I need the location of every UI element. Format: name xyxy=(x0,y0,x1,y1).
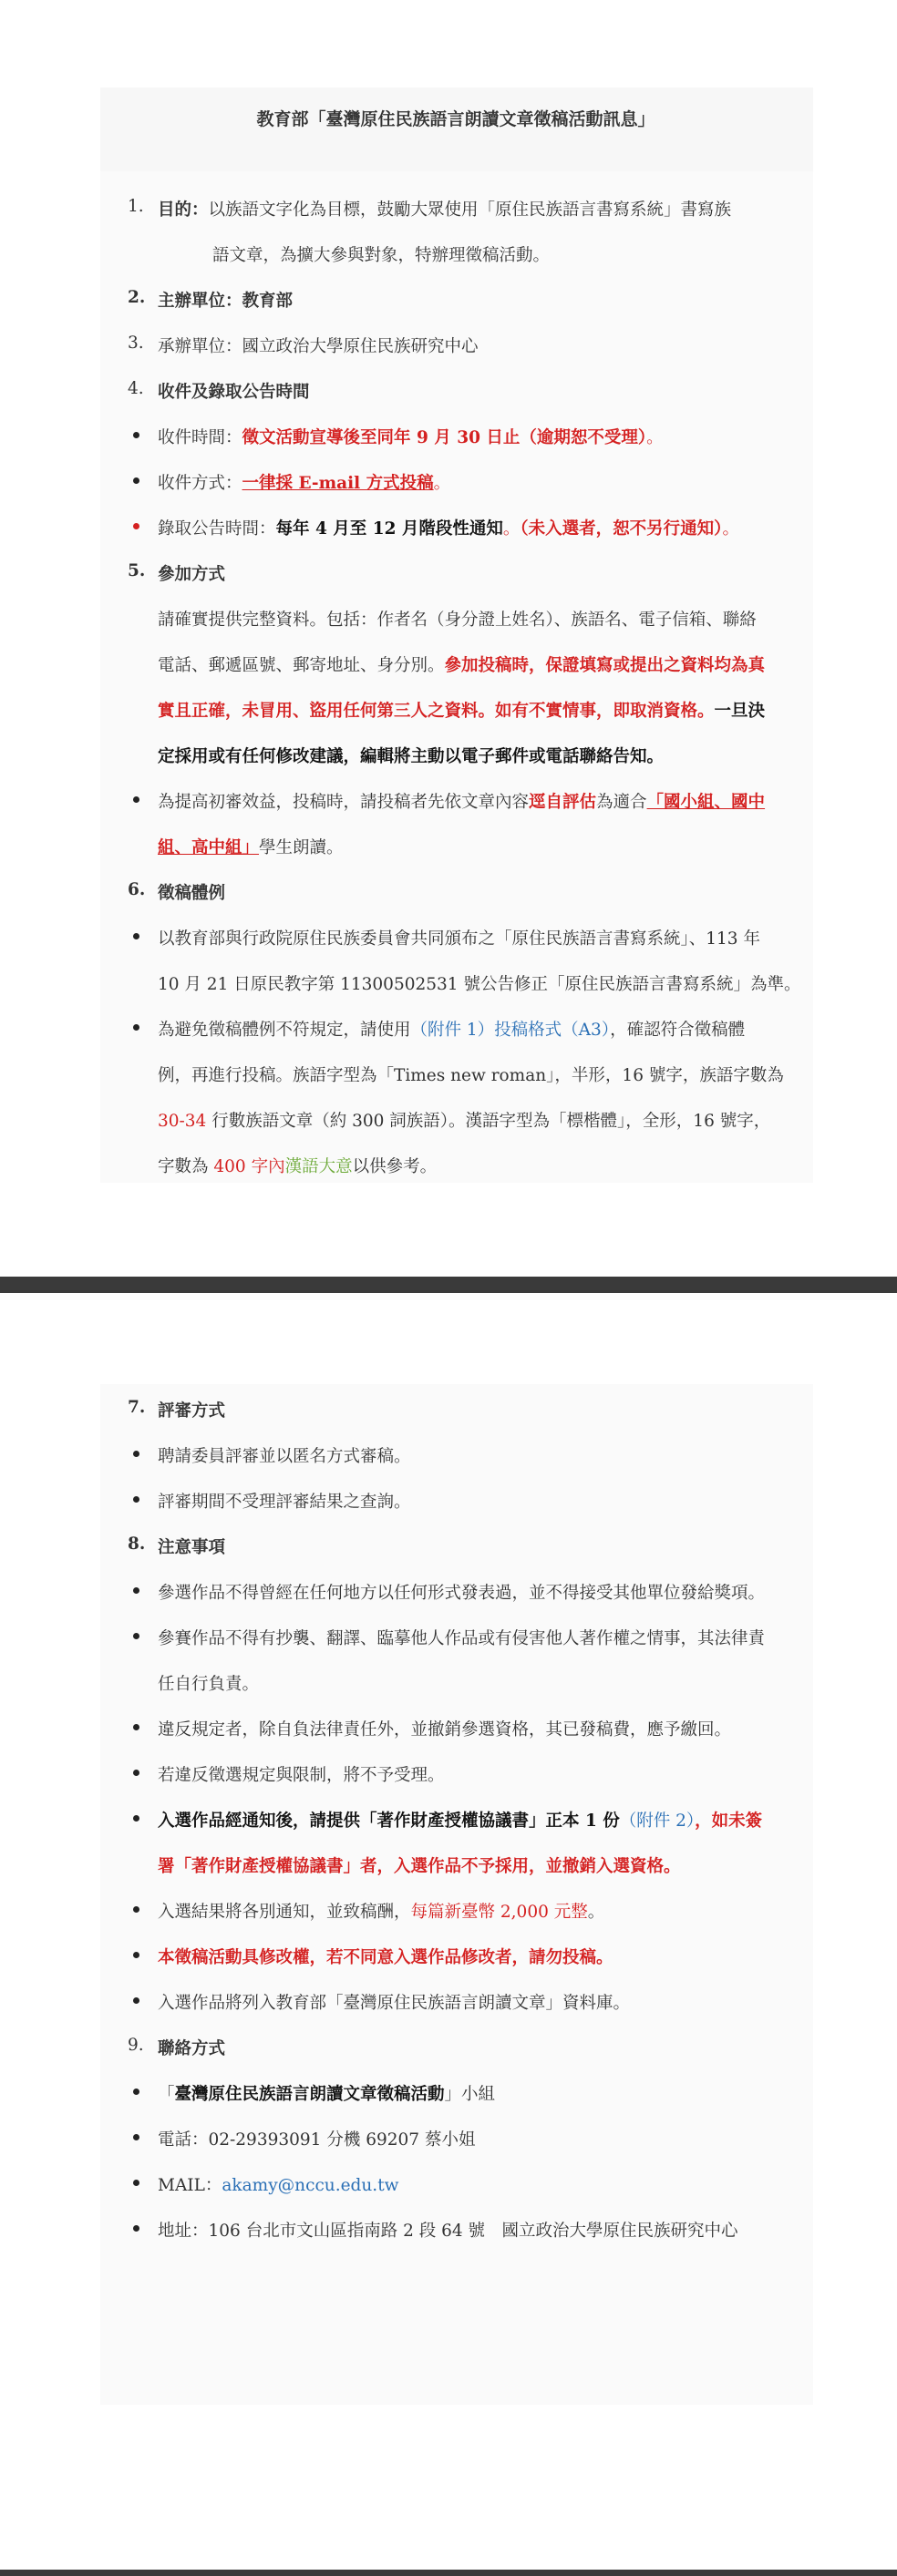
section-5-paragraph-line-4: 定採用或有任何修改建議，編輯將主動以電子郵件或電話聯絡告知。 xyxy=(158,747,665,766)
item-text: 。 xyxy=(587,1903,605,1922)
section-1-label: 目的： xyxy=(158,200,209,220)
bullet xyxy=(133,796,139,803)
section-7-label: 評審方式 xyxy=(158,1401,226,1421)
section-3-number: 3. xyxy=(128,334,144,353)
section-8-item-1: 參選作品不得曾經在任何地方以任何形式發表過，並不得接受其他單位發給獎項。 xyxy=(158,1584,766,1603)
section-8-item-5-line-1 xyxy=(158,1808,762,1832)
authorization-text: 入選作品經通知後，請提供「著作財產授權協議書」正本 1 份 xyxy=(158,1811,620,1831)
section-8-item-2-line-1: 參賽作品不得有抄襲、翻譯、臨摹他人作品或有侵害他人著作權之情事，其法律責 xyxy=(158,1629,766,1648)
section-4-item-1 xyxy=(158,425,664,448)
document-page-1 xyxy=(0,0,897,1277)
section-4-item-2 xyxy=(158,470,450,494)
bullet xyxy=(133,1724,139,1730)
announcement-period: 每年 4 月至 12 月階段性通知 xyxy=(275,519,503,539)
item-label: 錄取公告時間： xyxy=(158,519,276,539)
section-6-item-2-line-1 xyxy=(158,1017,745,1041)
section-8-item-4: 若違反徵選規定與限制，將不予受理。 xyxy=(158,1766,445,1785)
warning-text: ，如未簽 xyxy=(695,1811,763,1831)
document-page-2 xyxy=(0,1293,897,2570)
page-title: 教育部「臺灣原住民族語言朗讀文章徵稿活動訊息」 xyxy=(256,109,655,129)
item-text: 「 xyxy=(158,2085,175,2104)
mail-label: MAIL： xyxy=(158,2176,222,2195)
page-bottom-rule xyxy=(0,2570,897,2576)
punctuation: 。 xyxy=(646,428,664,447)
contact-phone: 電話：02-29393091 分機 69207 蔡小姐 xyxy=(158,2130,476,2150)
self-assess-text: 逕自評估 xyxy=(529,793,597,812)
item-label: 收件時間： xyxy=(158,428,242,447)
bullet xyxy=(133,2225,139,2232)
bullet xyxy=(133,2089,139,2095)
section-6-label: 徵稿體例 xyxy=(158,884,226,903)
grade-groups-text: 組、高中組」 xyxy=(158,838,260,857)
section-4-label: 收件及錄取公告時間 xyxy=(158,383,310,402)
bullet xyxy=(133,2134,139,2140)
section-2-text: 主辦單位：教育部 xyxy=(158,292,294,311)
section-5-paragraph-line-1: 請確實提供完整資料。包括：作者名（身分證上姓名）、族語名、電子信箱、聯絡 xyxy=(158,611,757,630)
notice-text: 一旦決 xyxy=(714,702,766,721)
bullet xyxy=(133,1451,139,1457)
item-text: 為避免徵稿體例不符規定，請使用 xyxy=(158,1021,411,1040)
attachment-2-reference: （附件 2） xyxy=(619,1811,696,1831)
bullet xyxy=(133,1997,139,2004)
item-text: 」小組 xyxy=(444,2085,496,2104)
bullet xyxy=(133,432,139,438)
section-8-item-7: 本徵稿活動具修改權，若不同意入選作品修改者，請勿投稿。 xyxy=(158,1948,613,1967)
section-5-paragraph-line-2 xyxy=(158,652,765,676)
word-limit: 400 字內 xyxy=(213,1157,285,1176)
section-7-number: 7. xyxy=(128,1398,146,1417)
item-text: 字數為 xyxy=(158,1157,214,1176)
bullet xyxy=(133,1024,139,1031)
section-9-item-1 xyxy=(158,2081,495,2105)
paragraph-text: 電話、郵遞區號、郵寄地址、身分別。 xyxy=(158,656,445,675)
section-5-paragraph-line-3 xyxy=(158,698,765,722)
section-7-item-1: 聘請委員評審並以匿名方式審稿。 xyxy=(158,1447,411,1466)
bullet xyxy=(133,933,139,939)
attachment-1-reference: （附件 1）投稿格式（A3） xyxy=(410,1021,611,1040)
not-selected-note: （未入選者，恕不另行通知） xyxy=(520,519,723,539)
bullet xyxy=(133,1770,139,1776)
section-6-item-2-line-2: 例，再進行投稿。族語字型為「Times new roman」，半形，16 號字，族語字數為 xyxy=(158,1066,784,1085)
section-7-item-2: 評審期間不受理評審結果之查詢。 xyxy=(158,1493,411,1512)
section-5-number: 5. xyxy=(128,561,146,580)
section-2-number: 2. xyxy=(128,288,146,307)
section-8-label: 注意事項 xyxy=(158,1538,226,1557)
bullet xyxy=(133,477,139,484)
section-3-text: 承辦單位：國立政治大學原住民族研究中心 xyxy=(158,337,479,356)
deadline-text: 徵文活動宣導後至同年 9 月 30 日止（逾期恕不受理） xyxy=(242,428,647,447)
line-count: 30-34 xyxy=(158,1112,207,1131)
section-6-number: 6. xyxy=(128,880,146,899)
bullet xyxy=(133,2180,139,2186)
bullet xyxy=(133,1633,139,1639)
section-6-item-1-line-1: 以教育部與行政院原住民族委員會共同頒布之「原住民族語言書寫系統」、113 年 xyxy=(158,929,760,949)
bullet xyxy=(133,1496,139,1503)
item-label: 收件方式： xyxy=(158,474,242,493)
section-9-number: 9. xyxy=(128,2036,144,2055)
section-6-item-1-line-2: 10 月 21 日原民教字第 11300502531 號公告修正「原住民族語言書寫系統」為準。 xyxy=(158,975,801,994)
page-divider xyxy=(0,1277,897,1293)
section-8-item-2-line-2: 任自行負責。 xyxy=(158,1675,260,1694)
item-text: 為提高初審效益，投稿時，請投稿者先依文章內容 xyxy=(158,793,530,812)
section-6-item-2-line-4 xyxy=(158,1154,437,1177)
section-5-label: 參加方式 xyxy=(158,565,226,584)
punctuation: 。 xyxy=(502,519,521,539)
item-text: 行數族語文章（約 300 詞族語）。漢語字型為「標楷體」，全形，16 號字， xyxy=(206,1112,771,1131)
section-8-item-5-line-2: 署「著作財產授權協議書」者，入選作品不予採用，並撤銷入選資格。 xyxy=(158,1857,681,1876)
section-1-number: 1. xyxy=(128,197,144,216)
item-text: 學生朗讀。 xyxy=(259,838,344,857)
section-9-label: 聯絡方式 xyxy=(158,2039,226,2058)
warning-text: 實且正確，未冒用、盜用任何第三人之資料。如有不實情事，即取消資格。 xyxy=(158,702,715,721)
item-text: ，確認符合徵稿體 xyxy=(610,1021,746,1040)
item-text: 入選結果將各別通知，並致稿酬， xyxy=(158,1903,411,1922)
bullet xyxy=(133,1815,139,1822)
bullet xyxy=(133,523,139,529)
chinese-summary-text: 漢語大意 xyxy=(284,1157,353,1176)
punctuation: 。 xyxy=(722,519,739,539)
section-4-number: 4. xyxy=(128,379,144,398)
submission-method-text: 一律採 E-mail 方式投稿 xyxy=(242,474,434,493)
contact-mail xyxy=(158,2172,398,2196)
email-link[interactable]: akamy@nccu.edu.tw xyxy=(222,2176,399,2195)
section-1-line-1: 以族語文字化為目標，鼓勵大眾使用「原住民族語言書寫系統」書寫族 xyxy=(208,200,732,220)
section-5-item-1 xyxy=(158,789,765,813)
bullet xyxy=(133,1587,139,1594)
contact-address: 地址：106 台北市文山區指南路 2 段 64 號 國立政治大學原住民族研究中心 xyxy=(158,2222,738,2241)
item-text: 為適合 xyxy=(596,793,647,812)
section-1-line-2: 語文章，為擴大參與對象，特辦理徵稿活動。 xyxy=(212,246,551,265)
warning-text: 參加投稿時，保證填寫或提出之資料均為真 xyxy=(444,656,766,675)
section-5-item-1-line-2 xyxy=(158,835,344,858)
payment-amount: 每篇新臺幣 2,000 元整 xyxy=(410,1903,588,1922)
section-8-number: 8. xyxy=(128,1534,146,1554)
section-8-item-8: 入選作品將列入教育部「臺灣原住民族語言朗讀文章」資料庫。 xyxy=(158,1994,631,2013)
team-name: 臺灣原住民族語言朗讀文章徵稿活動 xyxy=(174,2085,445,2104)
bullet xyxy=(133,1952,139,1958)
section-8-item-3: 違反規定者，除自負法律責任外，並撤銷參選資格，其已發稿費，應予繳回。 xyxy=(158,1720,732,1740)
punctuation: 。 xyxy=(433,474,451,493)
section-4-item-3 xyxy=(158,516,739,539)
grade-groups-text: 「國小組、國中 xyxy=(646,793,766,812)
section-6-item-2-line-3 xyxy=(158,1108,770,1132)
item-text: 以供參考。 xyxy=(352,1157,438,1176)
bullet xyxy=(133,1906,139,1913)
section-1-text xyxy=(158,197,731,221)
section-8-item-6 xyxy=(158,1899,604,1923)
